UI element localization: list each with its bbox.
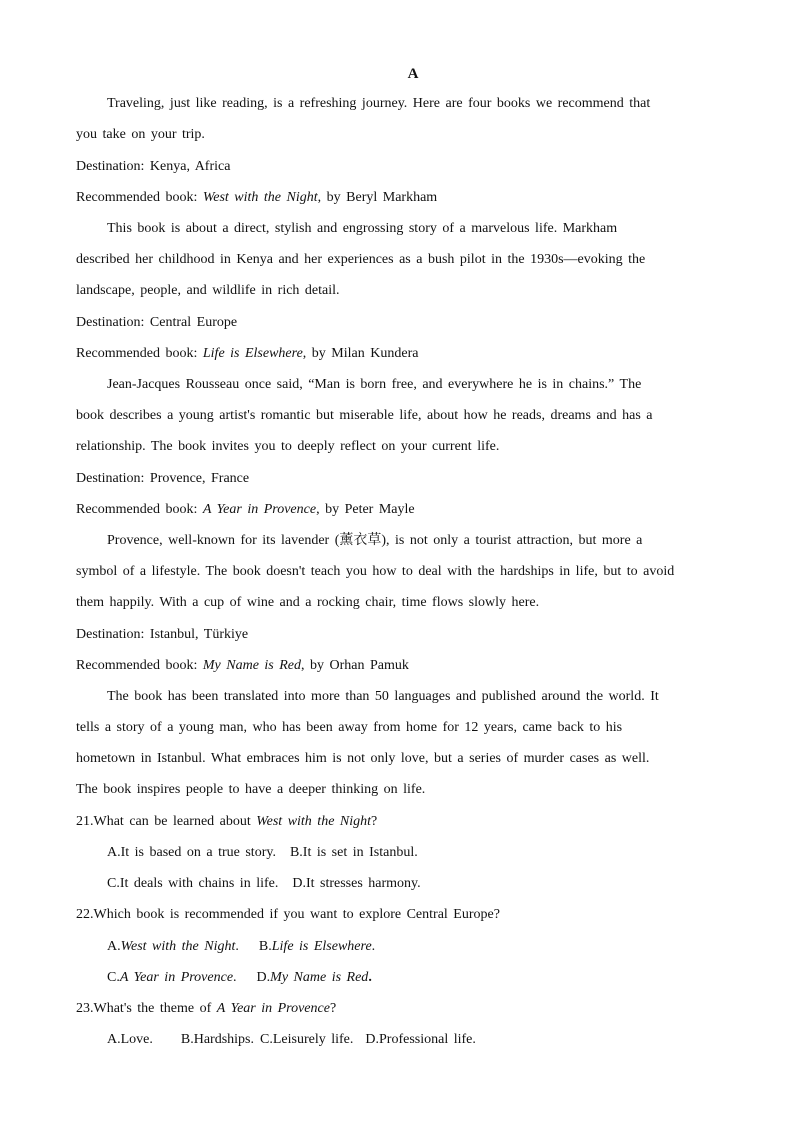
q21-option-c: C.It deals with chains in life. — [107, 876, 279, 891]
book2-destination: Destination: Central Europe — [76, 315, 238, 330]
option-title: My Name is Red — [270, 970, 369, 985]
book4-desc-4: The book inspires people to have a deeper thinking on life. — [76, 782, 426, 797]
book4-recommendation — [76, 656, 409, 676]
option-title: Life is Elsewhere — [271, 939, 372, 954]
q21-option-b: B.It is set in Istanbul. — [289, 845, 418, 860]
book-title: A Year in Provence — [202, 502, 317, 517]
book1-desc-2: described her childhood in Kenya and her experiences as a bush pilot in the 1930s—evoking the — [76, 252, 646, 267]
q22-option-d — [257, 970, 372, 985]
stem-prefix: 23.What's the theme of — [76, 1001, 217, 1016]
stem-suffix: ? — [329, 1001, 337, 1016]
q21-stem — [76, 812, 377, 832]
stem-title: West with the Night — [256, 814, 372, 829]
book1-desc-3: landscape, people, and wildlife in rich detail. — [76, 283, 340, 298]
q23-option-b: B.Hardships. — [180, 1032, 255, 1047]
book3-desc-1: Provence, well-known for its lavender (薰衣草), is not only a tourist attraction, but more a — [107, 533, 643, 548]
book1-desc-1: This book is about a direct, stylish and engrossing story of a marvelous life. Markham — [107, 221, 618, 236]
option-end: . — [371, 939, 376, 954]
book4-desc-3: hometown in Istanbul. What embraces him is not only love, but a series of murder cases as well. — [76, 751, 650, 766]
option-title: A Year in Provence — [119, 970, 234, 985]
q21-options-row-1 — [107, 843, 418, 863]
book2-desc-3: relationship. The book invites you to deeply reflect on your current life. — [76, 439, 500, 454]
q23-option-a: A.Love. — [107, 1032, 153, 1047]
book-title: West with the Night — [202, 190, 318, 205]
intro-line-2: you take on your trip. — [76, 127, 205, 142]
book3-desc-3: them happily. With a cup of wine and a rocking chair, time flows slowly here. — [76, 595, 540, 610]
book2-desc-2: book describes a young artist's romantic but miserable life, about how he reads, dreams and has a — [76, 408, 653, 423]
book-author: , by Beryl Markham — [317, 190, 438, 205]
book3-recommendation — [76, 500, 415, 520]
book-author: , by Milan Kundera — [302, 346, 419, 361]
book-author: , by Orhan Pamuk — [301, 658, 409, 673]
stem-suffix: ? — [371, 814, 378, 829]
option-end: . — [368, 970, 372, 985]
book3-destination: Destination: Provence, France — [76, 471, 250, 486]
rec-prefix: Recommended book: — [76, 190, 203, 205]
book-title: Life is Elsewhere — [202, 346, 303, 361]
option-end: . — [235, 939, 239, 954]
q22-option-c — [107, 970, 237, 985]
option-letter: A. — [107, 939, 121, 954]
option-letter: C. — [107, 970, 120, 985]
book3-desc-2: symbol of a lifestyle. The book doesn't teach you how to deal with the hardships in life, but to avoid — [76, 564, 675, 579]
q23-options-row — [107, 1030, 476, 1050]
option-letter: B. — [258, 939, 272, 954]
book-title: My Name is Red — [202, 658, 302, 673]
q23-stem — [76, 999, 336, 1019]
rec-prefix: Recommended book: — [76, 502, 203, 517]
q23-option-c: C.Leisurely life. — [260, 1032, 354, 1047]
q23-option-d: D.Professional life. — [365, 1032, 476, 1047]
q22-options-row-2 — [107, 968, 372, 988]
book1-destination: Destination: Kenya, Africa — [76, 159, 231, 174]
stem-prefix: 21.What can be learned about — [76, 814, 257, 829]
q21-option-a: A.It is based on a true story. — [107, 845, 276, 860]
option-title: West with the Night — [120, 939, 236, 954]
q22-option-a — [107, 939, 239, 954]
book2-recommendation — [76, 344, 418, 364]
q22-stem: 22.Which book is recommended if you want to explore Central Europe? — [76, 907, 500, 922]
q22-options-row-1 — [107, 937, 375, 957]
option-end: . — [233, 970, 237, 985]
book4-desc-1: The book has been translated into more than 50 languages and published around the world. It — [107, 689, 659, 704]
book4-desc-2: tells a story of a young man, who has been away from home for 12 years, came back to his — [76, 720, 623, 735]
q21-options-row-2 — [107, 874, 421, 894]
option-letter: D. — [256, 970, 271, 985]
q22-option-b — [259, 939, 375, 954]
q21-option-d: D.It stresses harmony. — [292, 876, 421, 891]
rec-prefix: Recommended book: — [76, 658, 203, 673]
book-author: , by Peter Mayle — [316, 502, 415, 517]
book4-destination: Destination: Istanbul, Türkiye — [76, 627, 249, 642]
book1-recommendation — [76, 188, 437, 208]
stem-title: A Year in Provence — [216, 1001, 330, 1016]
book2-desc-1: Jean-Jacques Rousseau once said, “Man is born free, and everywhere he is in chains.” The — [107, 377, 642, 392]
intro-line-1: Traveling, just like reading, is a refreshing journey. Here are four books we recommend that — [107, 96, 651, 111]
section-title: A — [407, 66, 419, 82]
rec-prefix: Recommended book: — [76, 346, 203, 361]
